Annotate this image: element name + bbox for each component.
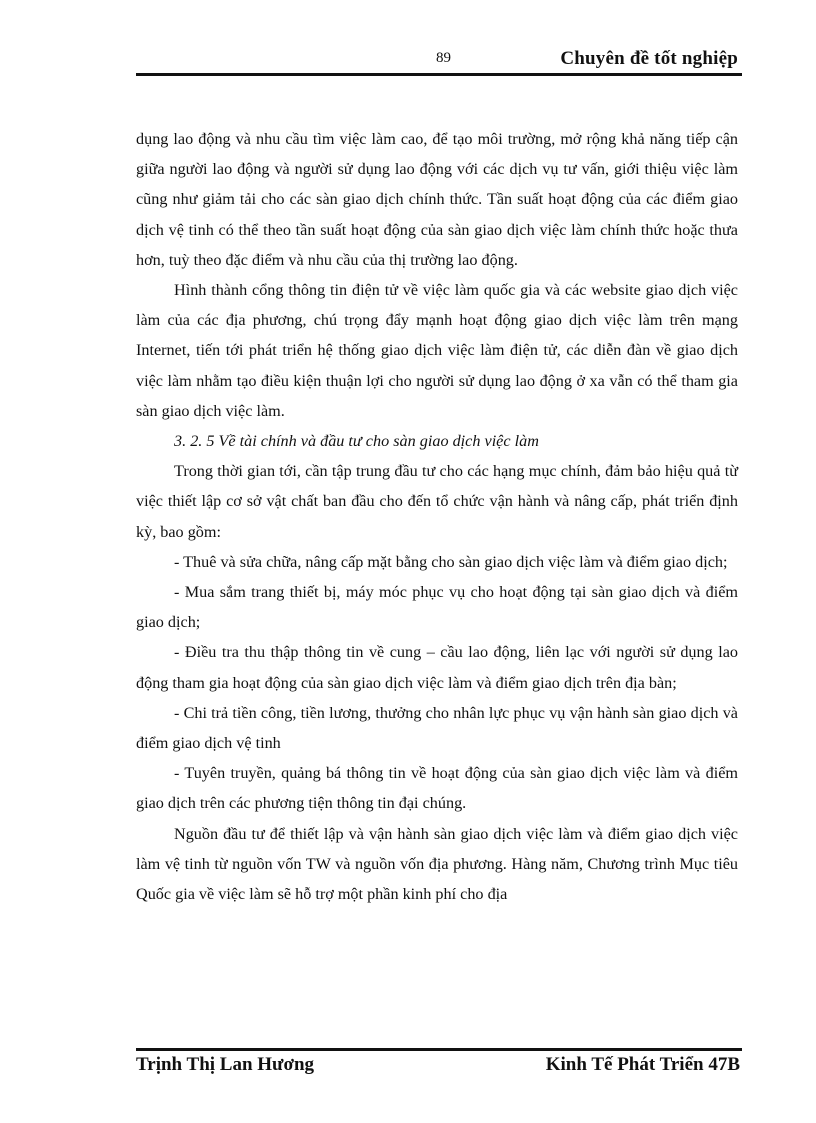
- header-rule: [136, 73, 742, 76]
- page-number: 89: [436, 50, 451, 66]
- department-name: Kinh Tế Phát Triển 47B: [545, 1054, 740, 1075]
- paragraph-continuation: dụng lao động và nhu cầu tìm việc làm cao, để tạo môi trường, mở rộng khả năng tiếp cận giữa người lao động và người sử dụng lao động với các dịch vụ tư vấn, giới thiệu việc làm cũng như giảm tải cho các sàn giao dịch chính thức. Tần suất hoạt động của các điểm giao dịch vệ tinh có thể theo tần suất hoạt động của sàn giao dịch việc làm chính thức hoặc thưa hơn, tuỳ theo đặc điểm và nhu cầu của thị trường lao động.: [136, 130, 738, 269]
- paragraph-investment: Trong thời gian tới, cần tập trung đầu tư cho các hạng mục chính, đảm bảo hiệu quả từ việc thiết lập cơ sở vật chất ban đầu cho đến tổ chức vận hành và nâng cấp, phát triển định kỳ, bao gồm:: [136, 462, 738, 541]
- page-footer: [136, 1054, 742, 1084]
- author-name: Trịnh Thị Lan Hương: [136, 1054, 315, 1075]
- list-item: - Điều tra thu thập thông tin về cung – cầu lao động, liên lạc với người sử dụng lao động tham gia hoạt động của sàn giao dịch việc làm và điểm giao dịch trên địa bàn;: [136, 643, 738, 692]
- document-title: Chuyên đề tốt nghiệp: [560, 48, 738, 69]
- paragraph-portal: Hình thành cổng thông tin điện tử về việc làm quốc gia và các website giao dịch việc làm của các địa phương, chú trọng đẩy mạnh hoạt động giao dịch việc làm trên mạng Internet, tiến tới phát triển hệ thống giao dịch việc làm điện tử, các diễn đàn về giao dịch việc làm nhằm tạo điều kiện thuận lợi cho người sử dụng lao động ở xa vẫn có thể tham gia sàn giao dịch việc làm.: [136, 281, 738, 420]
- list-item: - Mua sắm trang thiết bị, máy móc phục vụ cho hoạt động tại sàn giao dịch và điểm giao dịch;: [136, 583, 738, 632]
- page-header: [136, 44, 742, 74]
- page-body: [136, 124, 738, 909]
- list-item: - Tuyên truyền, quảng bá thông tin về hoạt động của sàn giao dịch việc làm và điểm giao dịch trên các phương tiện thông tin đại chúng.: [136, 764, 738, 813]
- footer-rule: [136, 1048, 742, 1051]
- paragraph-funding: Nguồn đầu tư để thiết lập và vận hành sàn giao dịch việc làm và điểm giao dịch việc làm vệ tinh từ nguồn vốn TW và nguồn vốn địa phương. Hàng năm, Chương trình Mục tiêu Quốc gia về việc làm sẽ hỗ trợ một phần kinh phí cho địa: [136, 824, 738, 904]
- list-item: - Thuê và sửa chữa, nâng cấp mặt bằng cho sàn giao dịch việc làm và điểm giao dịch;: [174, 552, 728, 571]
- section-heading: 3. 2. 5 Về tài chính và đầu tư cho sàn giao dịch việc làm: [174, 432, 539, 451]
- list-item: - Chi trả tiền công, tiền lương, thưởng cho nhân lực phục vụ vận hành sàn giao dịch và điểm giao dịch vệ tinh: [136, 703, 738, 753]
